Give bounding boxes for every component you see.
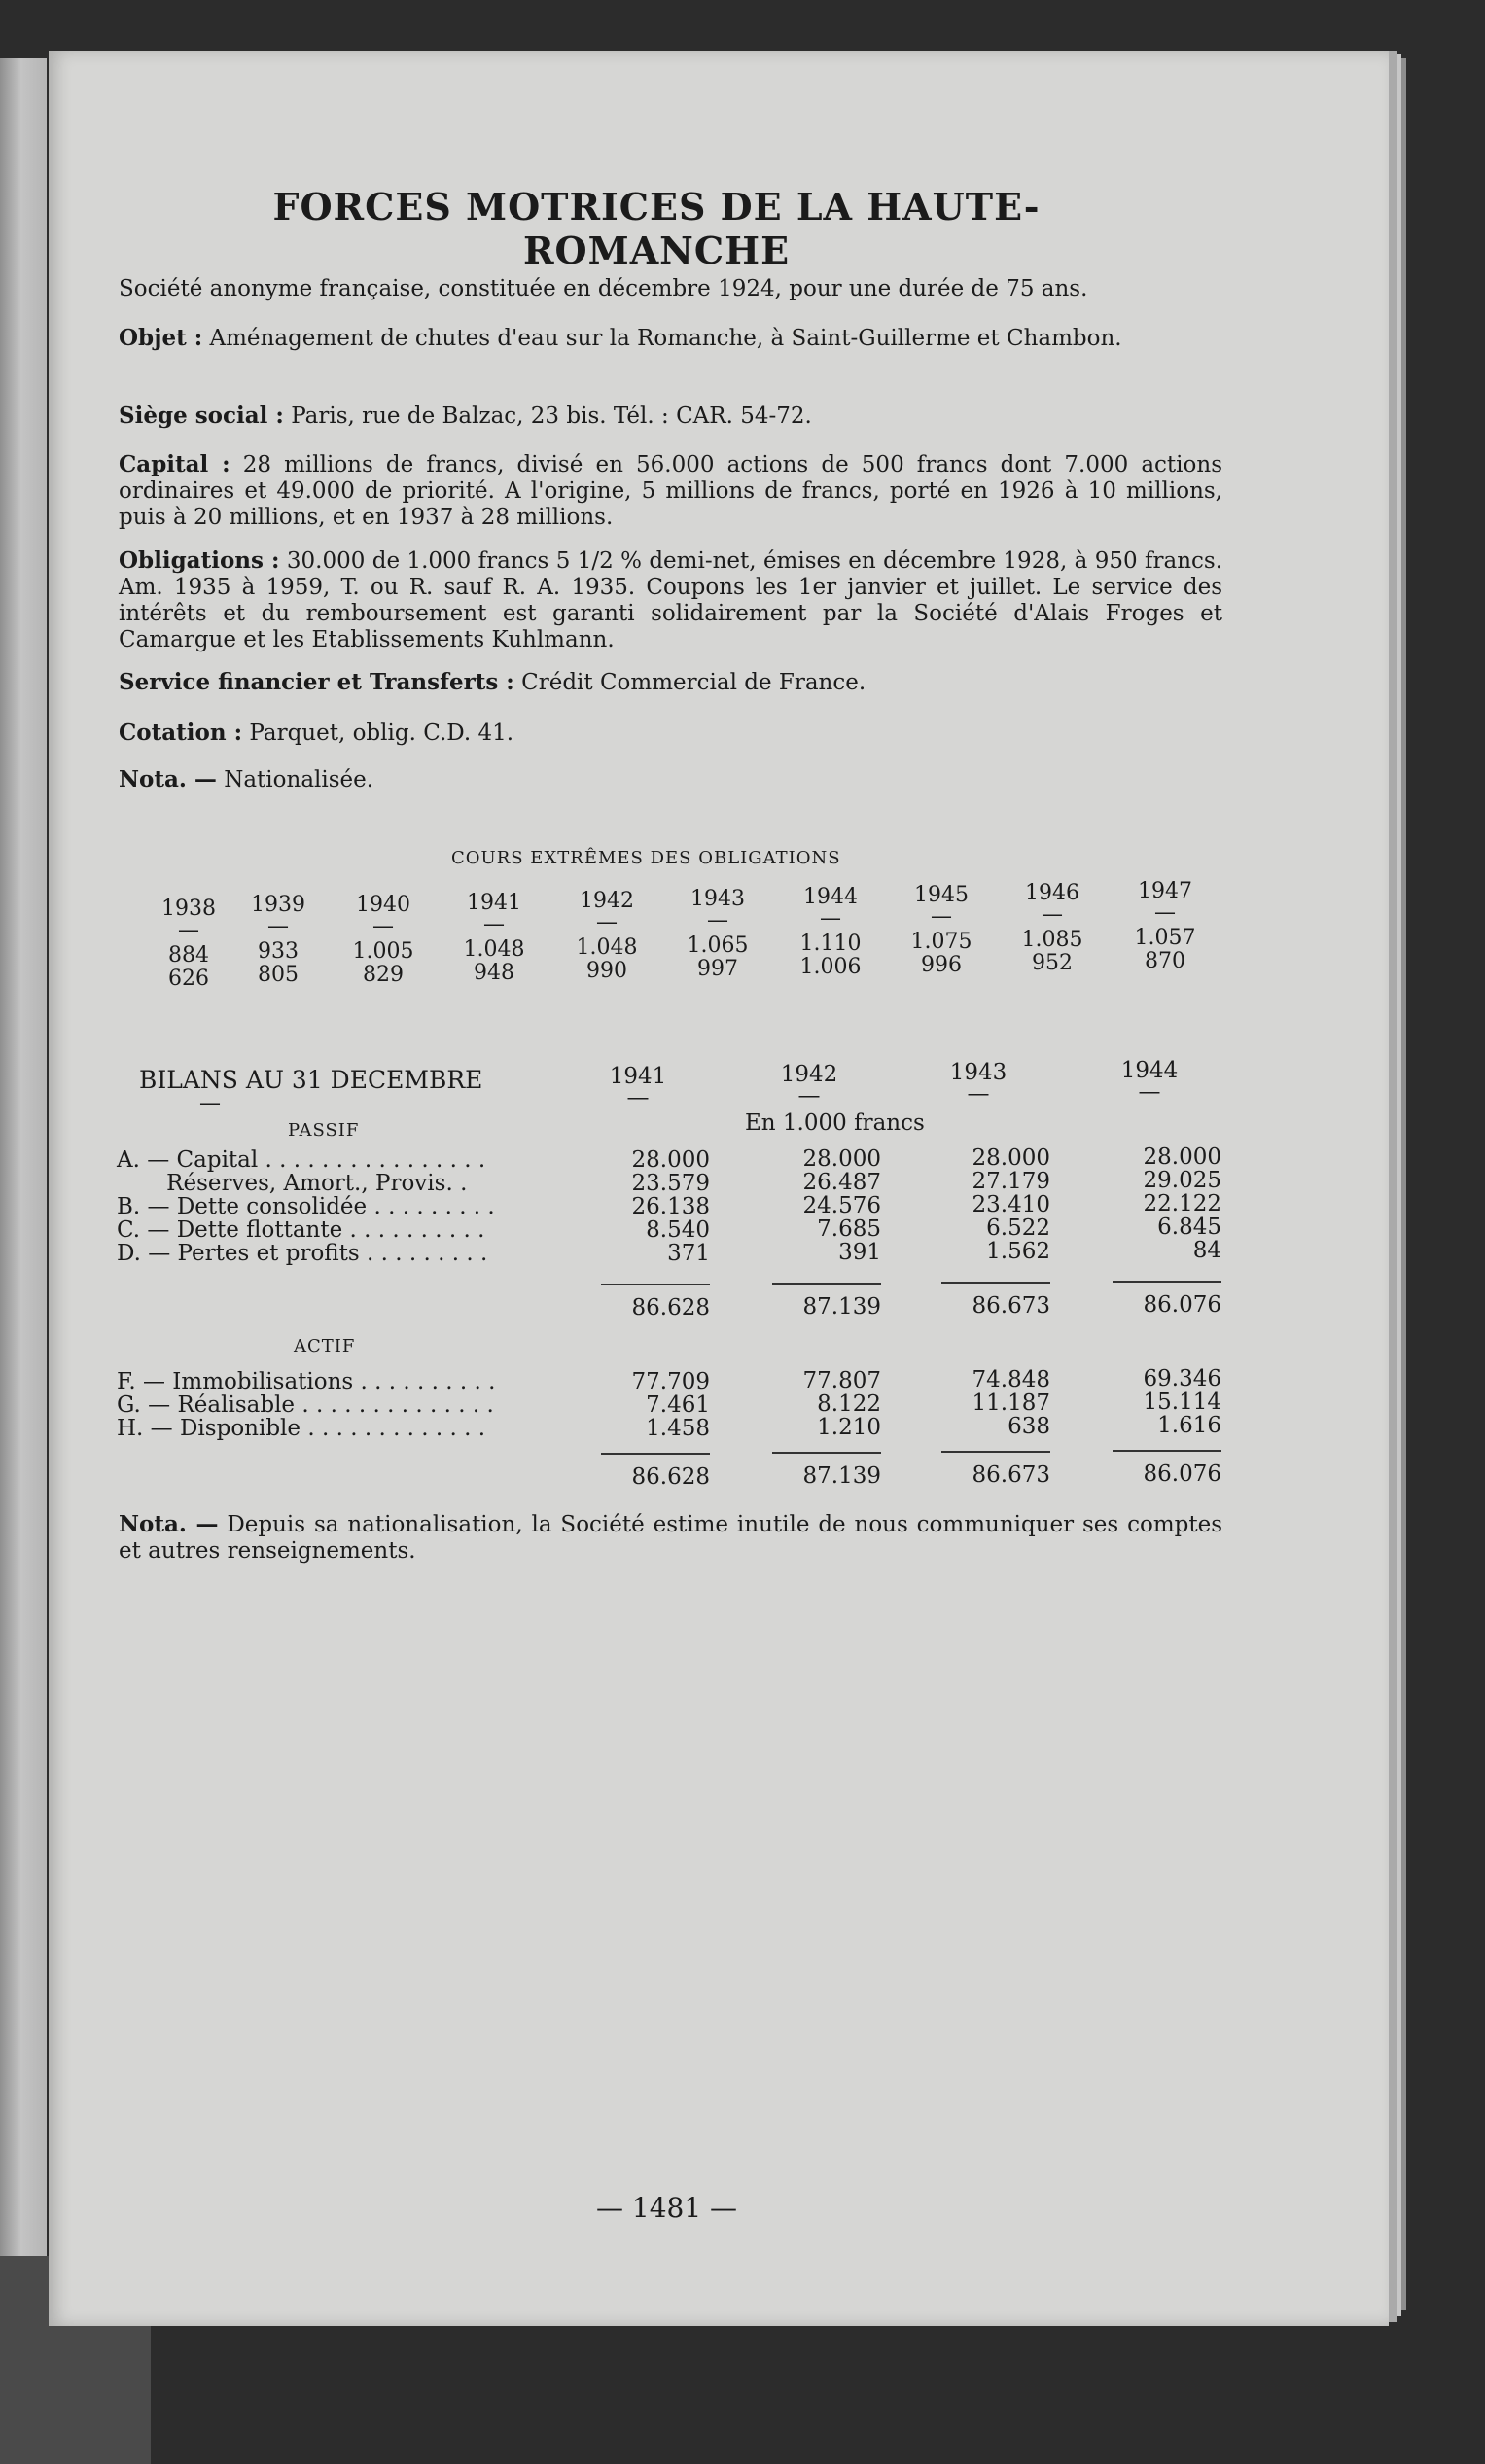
cours-low: 626 (168, 967, 209, 991)
page-number: — 1481 — (596, 2192, 738, 2224)
actif-row-value: 69.346 (1143, 1366, 1221, 1391)
nota2-paragraph (119, 1511, 1222, 1565)
unit-label: En 1.000 francs (745, 1110, 925, 1136)
nota-paragraph (119, 766, 1222, 793)
passif-row-value: 84 (1192, 1238, 1221, 1263)
passif-row-value: 371 (667, 1241, 710, 1266)
cours-low: 996 (921, 953, 962, 977)
passif-total-rule (601, 1284, 710, 1285)
passif-row-value: 8.540 (646, 1217, 710, 1243)
actif-total-rule (601, 1453, 710, 1455)
passif-total-rule (941, 1282, 1050, 1284)
actif-label: ACTIF (294, 1336, 356, 1356)
bilan-year: 1942 (780, 1062, 838, 1087)
bilans-title: BILANS AU 31 DECEMBRE (139, 1066, 483, 1094)
nota-text: Nationalisée. (224, 767, 374, 792)
actif-row-value: 7.461 (646, 1392, 710, 1418)
nota2-text: Depuis sa nationalisation, la Société estime inutile de nous communiquer ses comptes et autres renseignements. (119, 1512, 1223, 1564)
cours-low: 990 (586, 959, 627, 983)
cours-high: 1.005 (352, 939, 414, 964)
passif-row-value: 23.579 (631, 1171, 710, 1196)
bilan-year: 1944 (1120, 1058, 1179, 1083)
title-dash: — (199, 1091, 221, 1115)
siege-text: Paris, rue de Balzac, 23 bis. Tél. : CAR. 54-72. (291, 404, 812, 429)
cours-table-title: COURS EXTRÊMES DES OBLIGATIONS (451, 848, 841, 868)
actif-total-rule (772, 1452, 881, 1454)
passif-row-value: 26.487 (802, 1170, 881, 1195)
actif-row-label: G. — Réalisable . . . . . . . . . . . . . . (117, 1392, 494, 1418)
capital-paragraph (119, 451, 1222, 531)
cours-high: 1.048 (576, 935, 638, 960)
cours-low: 829 (363, 963, 404, 987)
cours-year: 1944 (803, 885, 858, 909)
actif-row-value: 77.807 (802, 1368, 881, 1393)
actif-row-label: H. — Disponible . . . . . . . . . . . . . (117, 1416, 486, 1441)
actif-row-value: 74.848 (972, 1367, 1050, 1392)
cours-low: 948 (474, 961, 514, 985)
bilan-year: 1941 (609, 1064, 667, 1089)
actif-row-value: 1.458 (646, 1416, 710, 1441)
actif-row-value: 15.114 (1143, 1390, 1221, 1415)
obligations-text: 30.000 de 1.000 francs 5 1/2 % demi-net, émises en décembre 1928, à 950 francs. Am. 1935 à 1959, T. ou R. sauf R. A. 1935. Coupons les 1er janvier et juillet. Le service des intérêts et du remboursement est garanti solidairement par la Société d'Alais Froges et Camargue et les Etablissements Kuhlmann. (119, 548, 1223, 652)
capital-text: 28 millions de francs, divisé en 56.000 actions de 500 francs dont 7.000 actions ordinaires et 49.000 de priorité. A l'origine, 5 millions de francs, porté en 1926 à 10 millions, puis à 20 millions, et en 1937 à 28 millions. (119, 452, 1222, 530)
bilan-year: 1943 (949, 1060, 1008, 1085)
cours-dash: — (372, 914, 394, 938)
passif-row-value: 23.410 (972, 1192, 1050, 1217)
cours-low: 805 (258, 963, 299, 987)
actif-row-value: 1.210 (817, 1415, 881, 1440)
cours-high: 1.057 (1134, 926, 1196, 950)
actif-row-value: 638 (1008, 1414, 1050, 1439)
actif-total-value: 86.076 (1143, 1461, 1221, 1487)
passif-row-value: 6.522 (986, 1215, 1050, 1241)
passif-row-value: 391 (838, 1240, 881, 1265)
actif-row-value: 8.122 (817, 1391, 881, 1417)
passif-label: PASSIF (288, 1120, 360, 1141)
passif-total-value: 87.139 (802, 1294, 881, 1320)
capital-label: Capital : (119, 451, 230, 477)
obligations-label: Obligations : (119, 547, 280, 574)
cours-high: 1.065 (687, 933, 749, 958)
passif-row-value: 24.576 (802, 1193, 881, 1218)
siege-label: Siège social : (119, 403, 284, 429)
cours-low: 1.006 (799, 955, 862, 979)
cours-year: 1938 (161, 897, 216, 921)
passif-row-value: 28.000 (802, 1146, 881, 1172)
cours-low: 997 (697, 957, 738, 981)
objet-paragraph (119, 325, 1222, 352)
cours-year: 1947 (1138, 879, 1192, 903)
actif-row-value: 1.616 (1157, 1413, 1221, 1438)
passif-total-rule (1113, 1281, 1221, 1283)
passif-row-label: B. — Dette consolidée . . . . . . . . . (117, 1194, 495, 1219)
actif-row-value: 77.709 (631, 1369, 710, 1394)
cours-high: 1.048 (463, 937, 525, 962)
actif-row-label: F. — Immobilisations . . . . . . . . . . (117, 1369, 496, 1394)
passif-row-value: 28.000 (631, 1147, 710, 1173)
cours-dash: — (1042, 902, 1063, 927)
cours-low: 870 (1145, 949, 1185, 973)
cotation-paragraph (119, 720, 1222, 747)
passif-row-value: 22.122 (1143, 1191, 1221, 1216)
cours-year: 1940 (356, 893, 410, 917)
passif-row-value: 6.845 (1157, 1214, 1221, 1240)
cours-year: 1945 (914, 883, 969, 907)
actif-total-rule (941, 1451, 1050, 1453)
cours-year: 1942 (580, 889, 634, 913)
page-edge (1389, 51, 1397, 2322)
passif-row-label: D. — Pertes et profits . . . . . . . . . (117, 1241, 488, 1266)
bilan-year-dash: — (1138, 1079, 1161, 1105)
passif-row-value: 28.000 (972, 1145, 1050, 1171)
cotation-label: Cotation : (119, 720, 243, 746)
passif-row-value: 1.562 (986, 1239, 1050, 1264)
passif-total-rule (772, 1283, 881, 1285)
cours-dash: — (483, 912, 505, 936)
bilan-year-dash: — (967, 1081, 990, 1107)
nota-label: Nota. — (119, 766, 217, 792)
passif-row-value: 27.179 (972, 1169, 1050, 1194)
cours-dash: — (707, 908, 728, 933)
cours-dash: — (931, 904, 952, 929)
bilan-year-dash: — (797, 1083, 821, 1109)
cours-high: 933 (258, 939, 299, 964)
cours-dash: — (596, 910, 618, 934)
cours-year: 1943 (690, 887, 745, 911)
cours-year: 1939 (251, 893, 305, 917)
passif-total-value: 86.628 (631, 1295, 710, 1320)
cours-dash: — (178, 918, 199, 942)
cours-low: 952 (1032, 951, 1073, 975)
cours-dash: — (267, 914, 289, 938)
cours-high: 1.110 (799, 932, 862, 956)
service-label: Service financier et Transferts : (119, 669, 514, 695)
obligations-paragraph (119, 547, 1222, 653)
siege-paragraph (119, 403, 1222, 430)
service-paragraph (119, 669, 1222, 696)
cours-high: 884 (168, 943, 209, 968)
passif-row-label: A. — Capital . . . . . . . . . . . . . . . . (117, 1147, 486, 1173)
societe-paragraph: Société anonyme française, constituée en décembre 1924, pour une durée de 75 ans. (119, 276, 1088, 301)
left-page-edge (0, 58, 47, 2285)
cours-high: 1.085 (1021, 928, 1083, 952)
actif-total-rule (1113, 1450, 1221, 1452)
objet-text: Aménagement de chutes d'eau sur la Romanche, à Saint-Guillerme et Chambon. (209, 326, 1122, 351)
actif-total-value: 86.673 (972, 1462, 1050, 1488)
actif-total-value: 86.628 (631, 1464, 710, 1490)
passif-row-value: 28.000 (1143, 1144, 1221, 1170)
service-text: Crédit Commercial de France. (521, 670, 866, 695)
objet-label: Objet : (119, 325, 203, 351)
actif-row-value: 11.187 (972, 1390, 1050, 1416)
passif-total-value: 86.673 (972, 1293, 1050, 1319)
cours-dash: — (1154, 900, 1176, 925)
cours-year: 1941 (467, 891, 521, 915)
cours-year: 1946 (1025, 881, 1079, 905)
passif-row-value: 7.685 (817, 1216, 881, 1242)
cotation-text: Parquet, oblig. C.D. 41. (249, 721, 514, 746)
passif-total-value: 86.076 (1143, 1292, 1221, 1318)
passif-row-label: Réserves, Amort., Provis. . (117, 1171, 468, 1196)
page-title: FORCES MOTRICES DE LA HAUTE-ROMANCHE (272, 185, 1041, 272)
cours-high: 1.075 (910, 930, 972, 954)
passif-row-label: C. — Dette flottante . . . . . . . . . . (117, 1217, 485, 1243)
passif-row-value: 29.025 (1143, 1168, 1221, 1193)
bilan-year-dash: — (626, 1085, 650, 1110)
cours-dash: — (820, 906, 841, 931)
nota2-label: Nota. — (119, 1511, 219, 1537)
passif-row-value: 26.138 (631, 1194, 710, 1219)
actif-total-value: 87.139 (802, 1463, 881, 1489)
page-edge (1401, 58, 1406, 2310)
